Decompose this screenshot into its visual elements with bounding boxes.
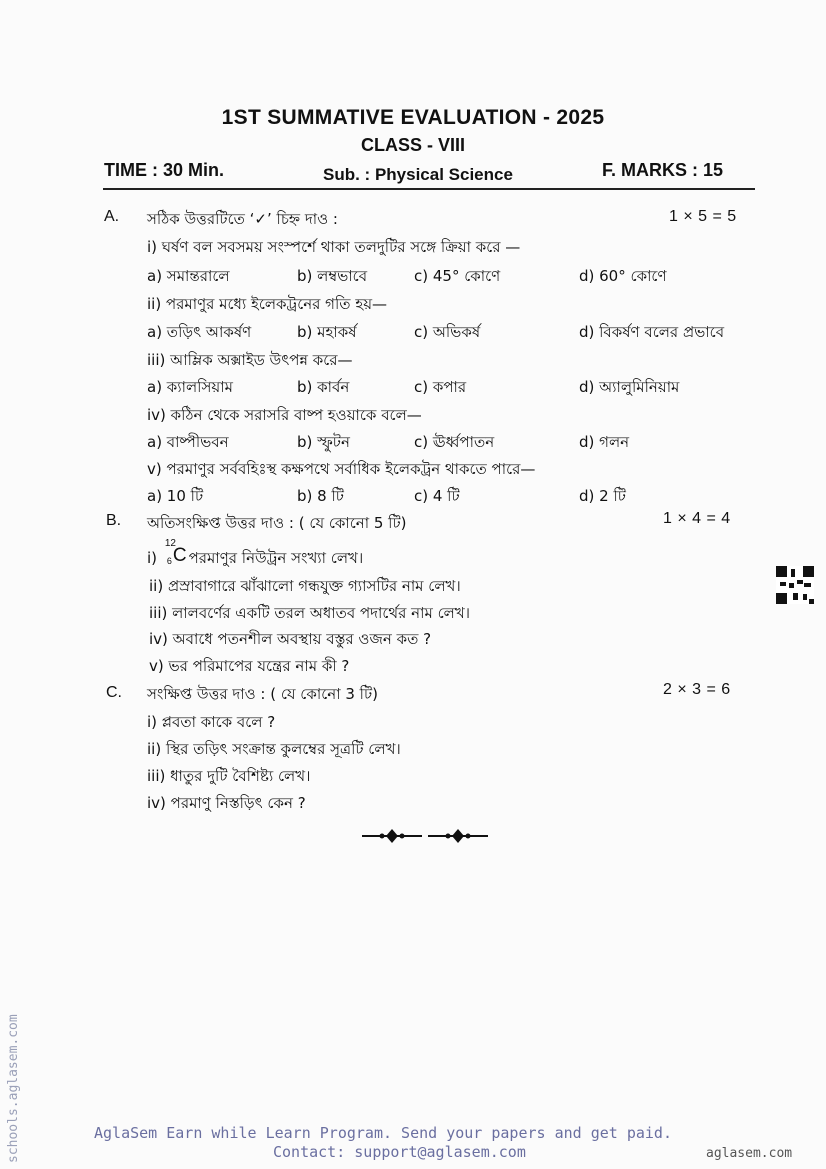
question-text: v) ভর পরিমাপের যন্ত্রের নাম কী ? [149, 657, 350, 675]
section-instruction: সঠিক উত্তরটিতে ‘✓’ চিহ্ন দাও : [147, 210, 338, 228]
option: a) সমান্তরালে [147, 267, 230, 285]
question-text: ii) প্রস্রাবাগারে ঝাঁঝালো গন্ধযুক্ত গ্যাসটির নাম লেখ। [149, 577, 461, 595]
footer-contact[interactable]: Contact: support@aglasem.com [273, 1143, 526, 1161]
section-instruction: সংক্ষিপ্ত উত্তর দাও : ( যে কোনো 3 টি) [147, 685, 378, 703]
option: b) কার্বন [297, 378, 350, 396]
footer-promo: AglaSem Earn while Learn Program. Send your papers and get paid. [94, 1124, 672, 1142]
end-ornament [360, 826, 490, 846]
mass-number: 12 [164, 538, 176, 549]
option: d) 2 টি [579, 487, 626, 505]
side-watermark: schools.aglasem.com [6, 1014, 21, 1163]
option: a) 10 টি [147, 487, 204, 505]
question-text: iv) কঠিন থেকে সরাসরি বাষ্প হওয়াকে বলে— [147, 406, 422, 424]
atomic-number: 6 [166, 556, 172, 566]
question-text: ii) স্থির তড়িৎ সংক্রান্ত কুলম্বের সূত্রটি লেখ। [147, 740, 401, 758]
question-text: iv) অবাধে পতনশীল অবস্থায় বস্তুর ওজন কত ? [149, 630, 432, 648]
option: b) লম্বভাবে [297, 267, 368, 285]
section-marks: 1 × 5 = 5 [669, 208, 737, 225]
question-text: iii) ধাতুর দুটি বৈশিষ্ট্য লেখ। [147, 767, 311, 785]
option: c) 4 টি [414, 487, 460, 505]
question-text: i) ঘর্ষণ বল সবসময় সংস্পর্শে থাকা তলদুটির সঙ্গে ক্রিয়া করে — [147, 238, 521, 256]
option: a) ক্যালসিয়াম [147, 378, 233, 396]
footer-site[interactable]: aglasem.com [706, 1146, 793, 1161]
question-text: পরমাণুর নিউট্রন সংখ্যা লেখ। [188, 549, 364, 567]
exam-title: 1ST SUMMATIVE EVALUATION - 2025 [221, 106, 605, 129]
option: b) 8 টি [297, 487, 344, 505]
full-marks-label: F. MARKS : 15 [602, 160, 724, 180]
option: d) বিকর্ষণ বলের প্রভাবে [579, 323, 725, 341]
option: c) অভিকর্ষ [414, 323, 481, 341]
element-symbol: C [172, 545, 187, 566]
option: d) অ্যালুমিনিয়াম [579, 378, 680, 396]
question-text: iii) আম্লিক অক্সাইড উৎপন্ন করে— [147, 351, 353, 369]
option: c) 45° কোণে [414, 267, 501, 285]
question-text: iv) পরমাণু নিস্তড়িৎ কেন ? [147, 794, 306, 812]
option: b) স্ফুটন [297, 433, 350, 451]
question-text: ii) পরমাণুর মধ্যে ইলেকট্রনের গতি হয়— [147, 295, 388, 313]
question-isotope [147, 538, 364, 572]
question-text: v) পরমাণুর সর্ববহিঃস্থ কক্ষপথে সর্বাধিক ইলেকট্রন থাকতে পারে— [147, 460, 536, 478]
section-letter: C. [106, 684, 122, 701]
section-letter: B. [106, 512, 122, 529]
class-label: CLASS - VIII [360, 135, 465, 155]
option: a) বাষ্পীভবন [147, 433, 229, 451]
question-text: i) প্লবতা কাকে বলে ? [147, 713, 276, 731]
question-number: i) [147, 549, 158, 567]
subject-label: Sub. : Physical Science [323, 165, 513, 184]
section-instruction: অতিসংক্ষিপ্ত উত্তর দাও : ( যে কোনো 5 টি) [147, 514, 407, 532]
ornament-icon [360, 826, 490, 846]
option: b) মহাকর্ষ [297, 323, 357, 341]
section-letter: A. [104, 208, 120, 225]
header-divider [103, 188, 755, 190]
isotope-symbol [162, 538, 187, 566]
option: c) ঊর্ধ্বপাতন [414, 433, 495, 451]
option: d) গলন [579, 433, 630, 451]
question-text: iii) লালবর্ণের একটি তরল অধাতব পদার্থের নাম লেখ। [149, 604, 471, 622]
section-marks: 2 × 3 = 6 [663, 681, 731, 698]
section-marks: 1 × 4 = 4 [663, 510, 731, 527]
option: d) 60° কোণে [579, 267, 667, 285]
option: a) তড়িৎ আকর্ষণ [147, 323, 252, 341]
option: c) কপার [414, 378, 467, 396]
time-label: TIME : 30 Min. [104, 160, 225, 180]
qr-code-icon [776, 566, 814, 604]
